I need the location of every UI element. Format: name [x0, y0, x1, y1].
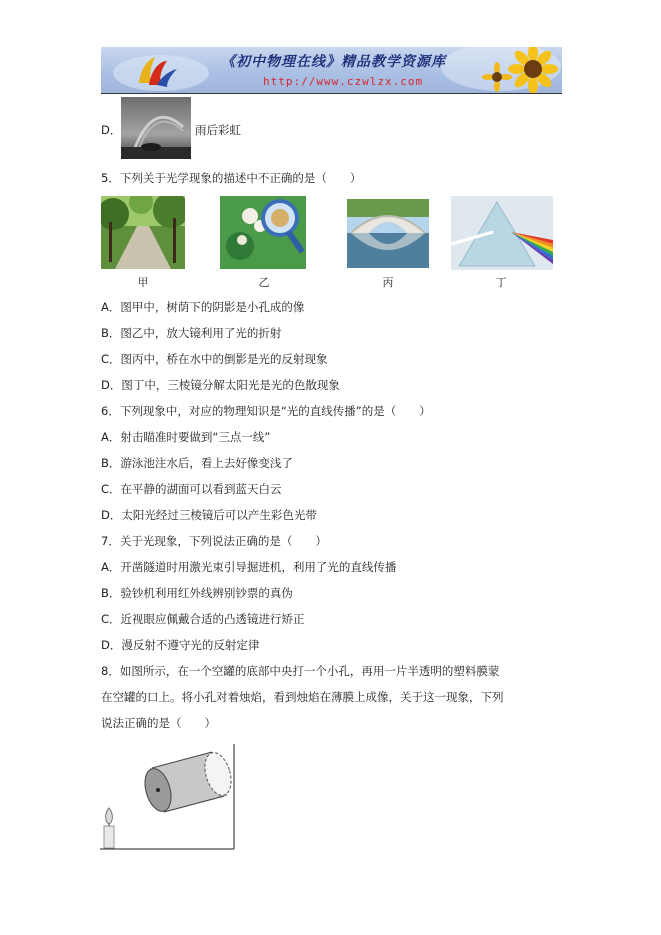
q5-stem: 5．下列关于光学现象的描述中不正确的是（ ）	[101, 171, 362, 185]
q4-option-d-letter: D．	[101, 123, 122, 137]
caption-ding: 丁	[495, 276, 507, 289]
q5-option-c: C．图丙中，桥在水中的倒影是光的反射现象	[101, 352, 328, 366]
q6-option-d: D．太阳光经过三棱镜后可以产生彩色光带	[101, 508, 317, 522]
q7-option-d: D．漫反射不遵守光的反射定律	[101, 638, 260, 652]
q7-option-a: A．开凿隧道时用激光束引导掘进机，利用了光的直线传播	[101, 560, 397, 574]
rainbow-photo	[121, 97, 191, 159]
logo-icon	[131, 53, 181, 89]
q6-stem: 6．下列现象中，对应的物理知识是“光的直线传播”的是（ ）	[101, 404, 431, 418]
q6-option-a: A．射击瞄准时要做到“三点一线”	[101, 430, 271, 444]
q5-image-bing	[347, 199, 429, 268]
sunflower-icon	[481, 47, 562, 93]
banner-title: 《初中物理在线》精品教学资源库	[221, 54, 446, 70]
q5-image-jia	[101, 196, 185, 269]
candle-drawing	[104, 808, 114, 848]
q7-option-b: B．验钞机利用红外线辨别钞票的真伪	[101, 586, 293, 600]
caption-bing: 丙	[382, 276, 394, 289]
q6-option-c: C．在平静的湖面可以看到蓝天白云	[101, 482, 282, 496]
q5-option-b: B．图乙中，放大镜利用了光的折射	[101, 326, 282, 340]
pinhole-camera-figure	[100, 744, 240, 852]
header-banner	[101, 47, 562, 93]
q6-option-b: B．游泳池注水后，看上去好像变浅了	[101, 456, 293, 470]
banner-url[interactable]: http://www.czwlzx.com	[263, 75, 424, 88]
header-rule	[101, 93, 562, 94]
q8-stem-line-1: 8．如图所示，在一个空罐的底部中央打一个小孔，再用一片半透明的塑料膜蒙	[101, 664, 500, 678]
caption-yi: 乙	[258, 276, 270, 289]
q7-stem: 7．关于光现象，下列说法正确的是（ ）	[101, 534, 327, 548]
q5-image-yi	[220, 196, 306, 269]
q4-option-d-text: 雨后彩虹	[195, 123, 241, 137]
q8-stem-line-2: 在空罐的口上。将小孔对着烛焰，看到烛焰在薄膜上成像，关于这一现象，下列	[101, 690, 504, 704]
q7-option-c: C．近视眼应佩戴合适的凸透镜进行矫正	[101, 612, 305, 626]
caption-jia: 甲	[137, 276, 149, 289]
q5-option-a: A．图甲中，树荫下的阴影是小孔成的像	[101, 300, 305, 314]
q5-image-ding	[451, 196, 553, 270]
q5-option-d: D．图丁中，三棱镜分解太阳光是光的色散现象	[101, 378, 340, 392]
can-drawing	[140, 750, 235, 815]
q8-stem-line-3: 说法正确的是（ ）	[101, 716, 216, 730]
